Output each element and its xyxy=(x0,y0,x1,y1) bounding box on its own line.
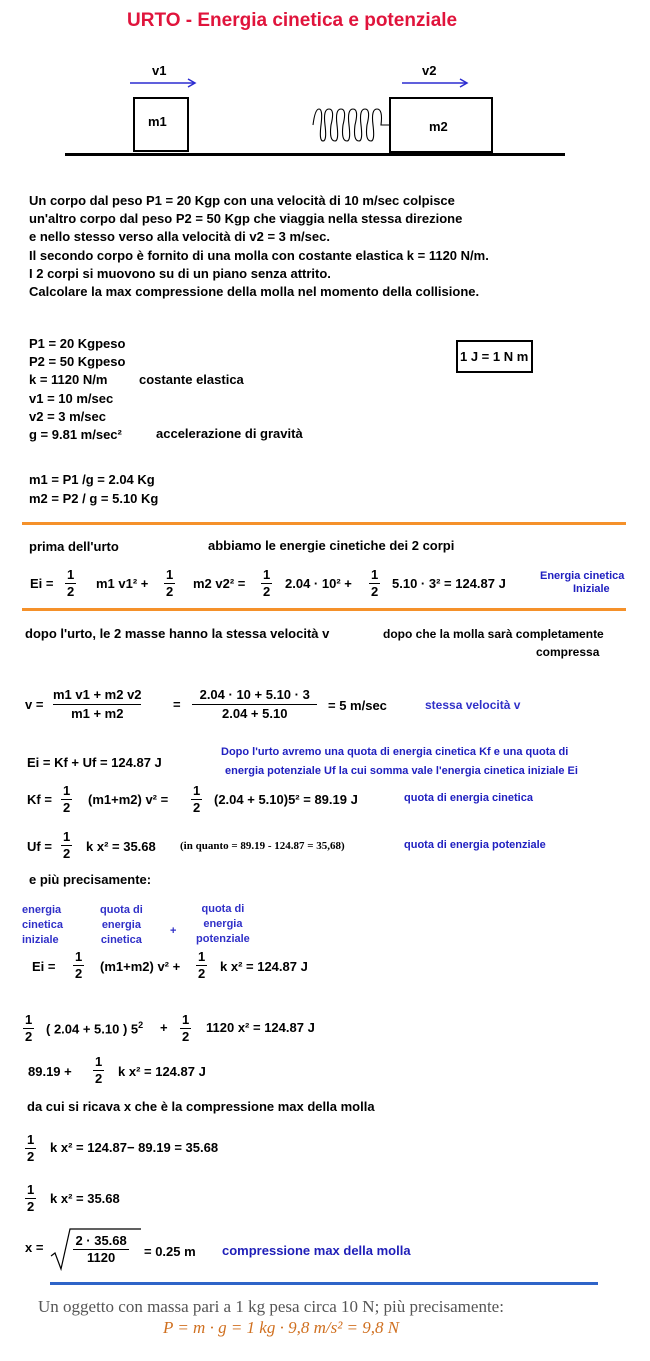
fraction-half: $\frac{1}{2}$ xyxy=(25,1012,33,1044)
v2-arrow-icon xyxy=(400,76,472,90)
given-p1: P1 = 20 Kgpeso xyxy=(29,336,126,351)
fraction-half: $\frac{1}{2}$ xyxy=(27,1132,35,1164)
ei-term: 5.10 · 3² = 124.87 J xyxy=(392,576,506,591)
x-result: = 0.25 m xyxy=(144,1244,196,1259)
before-note: abbiamo le energie cinetiche dei 2 corpi xyxy=(208,538,455,553)
line1-term: 1120 x² = 124.87 J xyxy=(206,1020,315,1035)
v1-label: v1 xyxy=(152,63,167,78)
before-heading: prima dell'urto xyxy=(29,539,119,554)
footer-text: Un oggetto con massa pari a 1 kg pesa circa 10 N; più precisamente: xyxy=(38,1297,504,1316)
x-label: x = xyxy=(25,1240,44,1255)
fraction-half: $\frac{1}{2}$ xyxy=(95,1054,103,1086)
ground-line xyxy=(65,153,565,156)
x-note: compressione max della molla xyxy=(222,1243,411,1258)
line1-term: ( 2.04 + 5.10 ) $5^2$ xyxy=(46,1020,144,1037)
fraction-half: $\frac{1}{2}$ xyxy=(371,567,379,599)
given-g: g = 9.81 m/sec² xyxy=(29,427,122,443)
page-title: URTO - Energia cinetica e potenziale xyxy=(127,10,458,31)
ei-label: Ei = xyxy=(30,576,54,591)
after-note: compressa xyxy=(536,645,600,659)
fraction-half: $\frac{1}{2}$ xyxy=(193,783,201,815)
line4-term: k x² = 35.68 xyxy=(50,1191,120,1206)
fraction-half: $\frac{1}{2}$ xyxy=(263,567,271,599)
ei2-term: (m1+m2) v² + xyxy=(100,959,181,974)
kf-note: quota di energia cinetica xyxy=(404,792,533,804)
fraction-half: $\frac{1}{2}$ xyxy=(182,1012,190,1044)
ei2-label: Ei = xyxy=(32,959,56,974)
line2-term: k x² = 124.87 J xyxy=(118,1064,206,1079)
fraction-half: $\frac{1}{2}$ xyxy=(63,829,71,861)
sqrt-fraction: $\frac{2 \cdot 35.68}{1120}$ xyxy=(73,1233,129,1266)
v-label: v = xyxy=(25,697,44,712)
mass-m2: m2 = P2 / g = 5.10 Kg xyxy=(29,490,159,506)
fraction-half: $\frac{1}{2}$ xyxy=(75,949,83,981)
plus-sign: + xyxy=(170,925,177,937)
label-potential-share: quota di energia potenziale xyxy=(196,903,250,945)
line3-term: k x² = 124.87− 89.19 = 35.68 xyxy=(50,1140,219,1155)
v1-arrow-icon xyxy=(128,76,200,90)
section-divider xyxy=(22,522,626,525)
problem-line: Il secondo corpo è fornito di una molla con costante elastica k = 1120 N/m. xyxy=(29,247,489,263)
section-divider xyxy=(22,608,626,611)
ei2-term: k x² = 124.87 J xyxy=(220,959,308,974)
joule-box: 1 J = 1 N m xyxy=(456,340,533,373)
uf-note: quota di energia potenziale xyxy=(404,839,546,851)
ei-term: m1 v1² + xyxy=(96,576,149,591)
given-k: k = 1120 N/m xyxy=(29,372,108,388)
footer-divider xyxy=(50,1282,598,1285)
problem-line: e nello stesso verso alla velocità di v2 = 3 m/sec. xyxy=(29,229,330,245)
m1-label: m1 xyxy=(148,114,167,129)
ei-kf-uf-note: Dopo l'urto avremo una quota di energia cinetica Kf e una quota di xyxy=(221,746,569,758)
after-note: dopo che la molla sarà completamente xyxy=(383,627,604,641)
fraction-half: $\frac{1}{2}$ xyxy=(63,783,71,815)
spring-icon xyxy=(309,105,391,145)
line1-term: + xyxy=(160,1020,168,1035)
ei-side-note: Energia cinetica xyxy=(540,570,625,582)
mass-m1: m1 = P1 /g = 2.04 Kg xyxy=(29,472,155,487)
after-heading: dopo l'urto, le 2 masse hanno la stessa velocità v xyxy=(25,626,330,641)
problem-line: I 2 corpi si muovono su di un piano senza attrito. xyxy=(29,265,331,281)
fraction-half: $\frac{1}{2}$ xyxy=(67,567,75,599)
v-note: stessa velocità v xyxy=(425,698,521,712)
fraction-half: $\frac{1}{2}$ xyxy=(166,567,174,599)
ei-term: m2 v2² = xyxy=(193,576,246,591)
velocity-fraction-values: $\frac{2.04 \cdot 10 + 5.10 \cdot 3}{2.04 + 5.10}$ xyxy=(192,686,317,723)
line2-term: 89.19 + xyxy=(28,1064,72,1079)
uf-explanation: (in quanto = 89.19 - 124.87 = 35,68) xyxy=(180,840,345,852)
problem-statement xyxy=(29,192,489,301)
given-v2: v2 = 3 m/sec xyxy=(29,408,106,424)
uf-term: k x² = 35.68 xyxy=(86,839,156,854)
ei-kf-uf-note: energia potenziale Uf la cui somma vale l'energia cinetica iniziale Ei xyxy=(225,765,578,777)
masses-list xyxy=(29,471,158,508)
kf-label: Kf = xyxy=(27,792,52,807)
problem-line: un'altro corpo dal peso P2 = 50 Kgp che viaggia nella stessa direzione xyxy=(29,211,463,227)
v2-label: v2 xyxy=(422,63,437,78)
problem-line: Un corpo dal peso P1 = 20 Kgp con una velocità di 10 m/sec colpisce xyxy=(29,193,455,208)
ei-term: 2.04 · 10² + xyxy=(285,576,352,591)
ei-side-note: Iniziale xyxy=(573,583,610,595)
fraction-half: $\frac{1}{2}$ xyxy=(27,1182,35,1214)
kf-term: (m1+m2) v² = xyxy=(88,792,169,807)
equals-sign: = xyxy=(173,697,181,712)
problem-line: Calcolare la max compressione della molla nel momento della collisione. xyxy=(29,284,480,300)
m2-label: m2 xyxy=(429,119,448,134)
fraction-half: $\frac{1}{2}$ xyxy=(198,949,206,981)
v-result: = 5 m/sec xyxy=(328,698,387,713)
uf-label: Uf = xyxy=(27,839,52,854)
velocity-fraction: $\frac{m1 v1 + m2 v2}{m1 + m2}$ xyxy=(53,687,142,721)
k-note: costante elastica xyxy=(139,372,244,387)
kf-term: (2.04 + 5.10)5² = 89.19 J xyxy=(214,792,358,807)
label-initial-kinetic: energia cinetica iniziale xyxy=(22,904,63,946)
given-v1: v1 = 10 m/sec xyxy=(29,390,114,406)
precise-heading: e più precisamente: xyxy=(29,872,152,887)
ei-kf-uf: Ei = Kf + Uf = 124.87 J xyxy=(27,755,162,770)
deduce-text: da cui si ricava x che è la compressione max della molla xyxy=(27,1099,375,1114)
footer-formula: P = m · g = 1 kg · 9,8 m/s² = 9,8 N xyxy=(163,1318,400,1337)
given-p2: P2 = 50 Kgpeso xyxy=(29,354,126,370)
label-kinetic-share: quota di energia cinetica xyxy=(100,904,143,946)
givens-list xyxy=(29,335,125,444)
g-note: accelerazione di gravità xyxy=(156,426,303,441)
